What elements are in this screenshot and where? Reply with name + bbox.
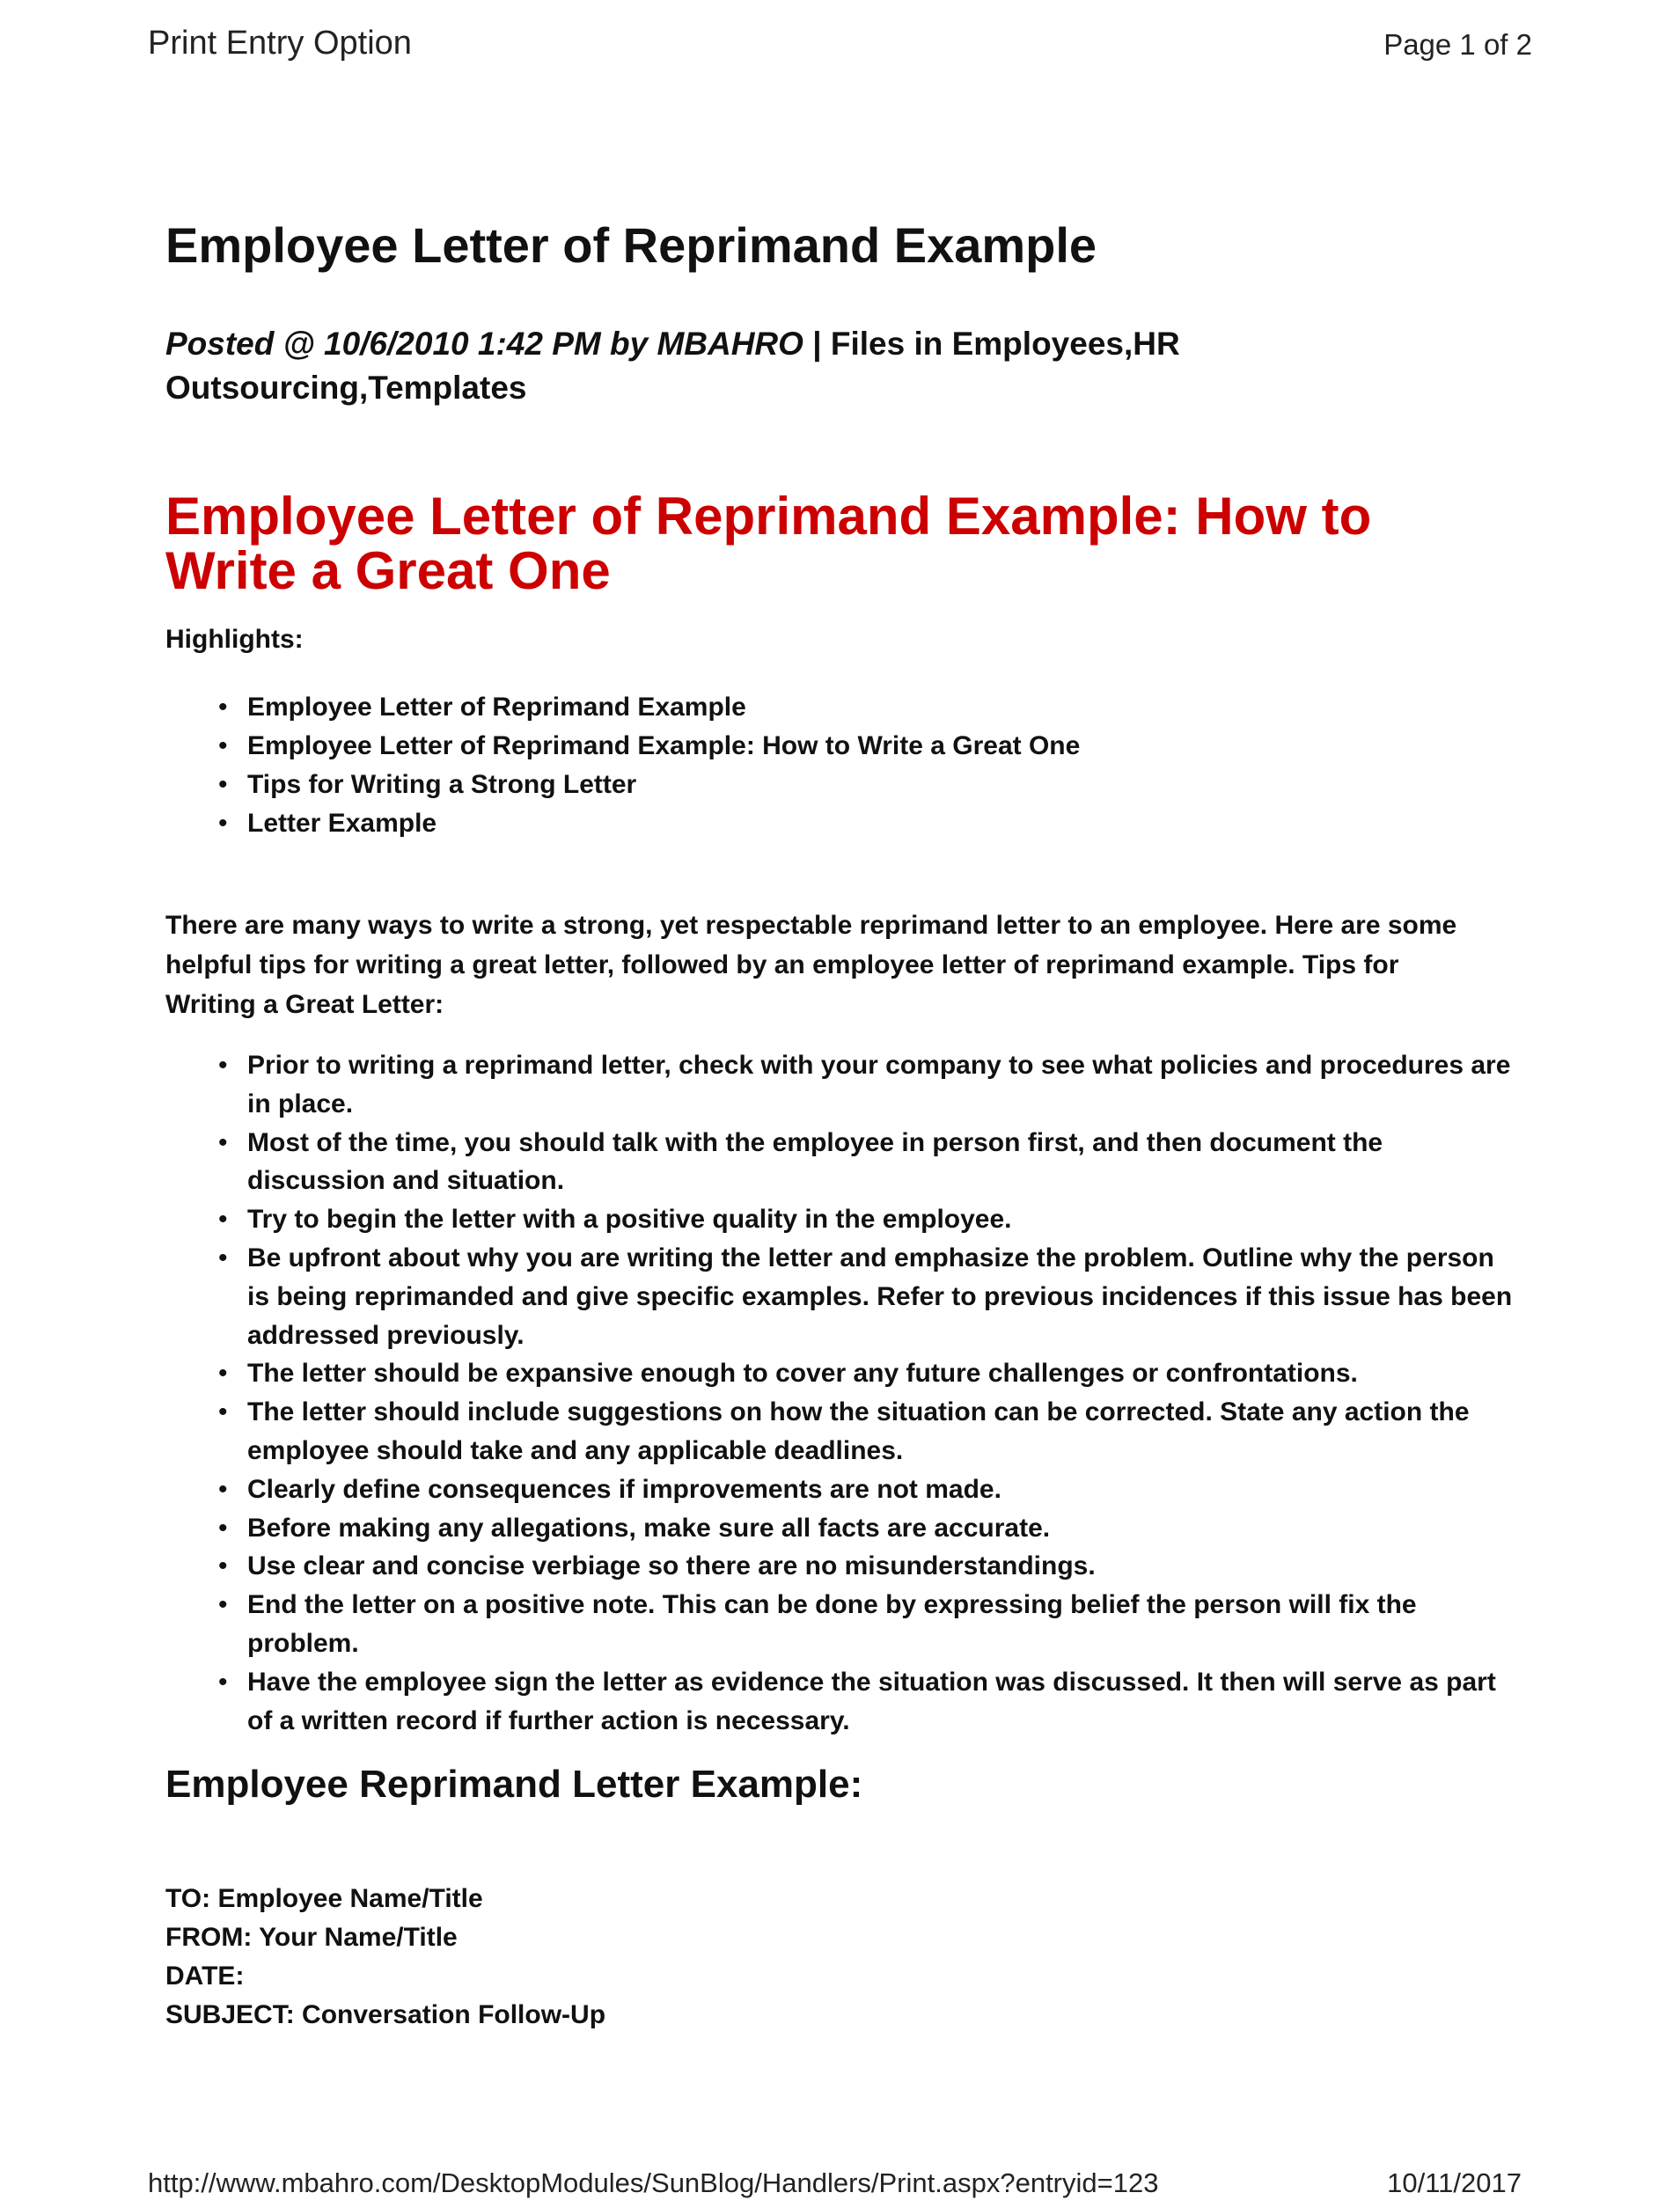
tip-item: • Be upfront about why you are writing the letter and emphasize the problem. Outline why the person is being reprimanded and give specific examples. Refer to previous incidences if this issue has been addressed previously. — [165, 1239, 1521, 1354]
highlights-label: Highlights: — [165, 625, 304, 654]
example-heading: Employee Reprimand Letter Example: — [165, 1763, 863, 1806]
entry-title: Employee Letter of Reprimand Example — [165, 217, 1097, 273]
tip-item: • Have the employee sign the letter as evidence the situation was discussed. It then will serve as part of a written record if further action is necessary. — [165, 1663, 1521, 1741]
footer-url: http://www.mbahro.com/DesktopModules/SunBlog/Handlers/Print.aspx?entryid=123 — [148, 2167, 1159, 2198]
tip-item: • Most of the time, you should talk with the employee in person first, and then document the discussion and situation. — [165, 1124, 1521, 1201]
tip-item: • The letter should include suggestions on how the situation can be corrected. State any action the employee should take and any applicable deadlines. — [165, 1393, 1521, 1470]
print-header-title: Print Entry Option — [148, 25, 412, 62]
tip-item: • Prior to writing a reprimand letter, check with your company to see what policies and procedures are in place. — [165, 1046, 1521, 1124]
tip-item: • The letter should be expansive enough to cover any future challenges or confrontations. — [165, 1354, 1521, 1393]
highlights-list — [165, 688, 1486, 843]
intro-paragraph: There are many ways to write a strong, yet respectable reprimand letter to an employee. Here are some helpful tips for writing a great letter, followed by an employee letter of reprimand example. Tips for Writing a Great Letter: — [165, 911, 1457, 1019]
memo-to: TO: Employee Name/Title — [165, 1884, 483, 1913]
tip-item: • Try to begin the letter with a positive quality in the employee. — [165, 1200, 1521, 1239]
tip-item: • Use clear and concise verbiage so there are no misunderstandings. — [165, 1547, 1521, 1586]
memo-fields — [165, 1880, 1398, 2035]
highlight-item: • Employee Letter of Reprimand Example — [165, 688, 1486, 727]
tip-item: • Before making any allegations, make sure all facts are accurate. — [165, 1509, 1521, 1548]
memo-date: DATE: — [165, 1962, 245, 1991]
memo-from: FROM: Your Name/Title — [165, 1923, 458, 1952]
memo-subject: SUBJECT: Conversation Follow-Up — [165, 2000, 606, 2029]
posted-meta: Posted @ 10/6/2010 1:42 PM by MBAHRO — [165, 326, 803, 362]
highlight-item: • Letter Example — [165, 804, 1486, 843]
page-number: Page 1 of 2 — [1383, 28, 1532, 61]
tips-list — [165, 1046, 1521, 1740]
files-in-categories: | Files in Employees,HR Outsourcing,Templates — [165, 326, 1180, 406]
highlight-item: • Employee Letter of Reprimand Example: How to Write a Great One — [165, 727, 1486, 766]
tip-item: • End the letter on a positive note. This can be done by expressing belief the person will fix the problem. — [165, 1586, 1521, 1663]
highlight-item: • Tips for Writing a Strong Letter — [165, 766, 1486, 804]
footer-date: 10/11/2017 — [1387, 2167, 1522, 2198]
tip-item: • Clearly define consequences if improvements are not made. — [165, 1470, 1521, 1509]
posted-info — [165, 322, 1398, 410]
article-heading: Employee Letter of Reprimand Example: How to Write a Great One — [165, 487, 1372, 600]
